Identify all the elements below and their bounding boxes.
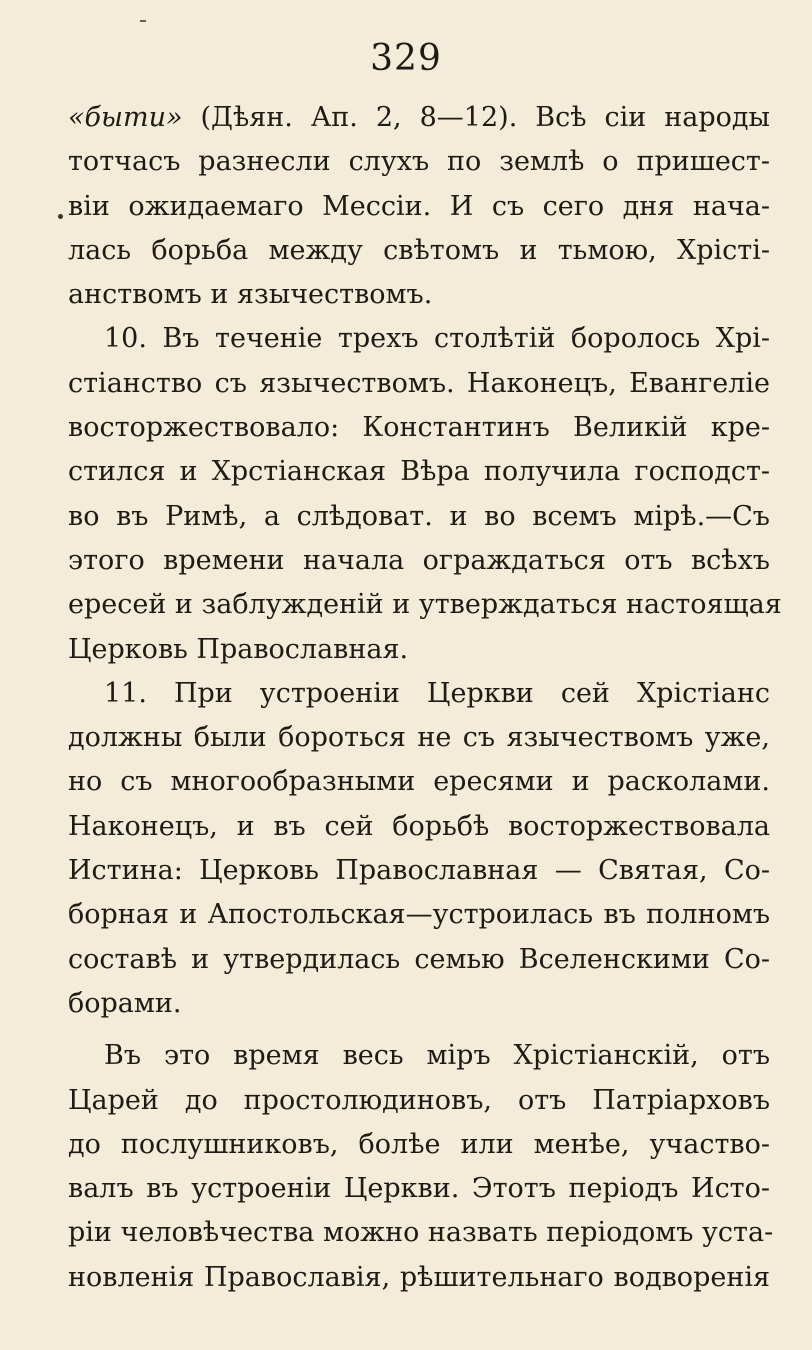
text-line: стился и Хрстіанская Вѣра получила господст- [68, 456, 770, 488]
text-line: составѣ и утвердилась семью Вселенскими Со- [68, 943, 770, 975]
text-line: анствомъ и язычествомъ. [68, 279, 433, 311]
margin-dot [58, 214, 63, 219]
text-line: ріи человѣчества можно назвать періодомъ уста- [68, 1217, 774, 1249]
text-line: восторжествовало: Константинъ Великій кре- [68, 412, 770, 444]
text-line: должны были бороться не съ язычествомъ уже, [68, 722, 770, 754]
text-line: стіанство съ язычествомъ. Наконецъ, Евангеліе [68, 367, 770, 399]
text-line: Наконецъ, и въ сей борьбѣ восторжествовала [68, 810, 770, 842]
text-line [68, 96, 770, 140]
emphasis: «быти» [68, 102, 183, 133]
text-line: 10. Въ теченіе трехъ столѣтій боролось Хрі- [104, 323, 770, 355]
text-line: но съ многообразными ересями и расколами. [68, 766, 770, 798]
page-number: 329 [370, 38, 442, 79]
text-line: Истина: Церковь Православная — Святая, Со- [68, 855, 770, 887]
text-line: борная и Апостольская—устроилась въ полномъ [68, 899, 770, 931]
text-line: во въ Римѣ, а слѣдоват. и во всемъ мірѣ.—Съ [68, 500, 770, 532]
text-line: лась борьба между свѣтомъ и тьмою, Хрісті- [68, 234, 770, 266]
text-line: Въ это время весь міръ Хрістіанскій, отъ [104, 1040, 770, 1072]
text-line: до послушниковъ, болѣе или менѣе, участво- [68, 1128, 770, 1160]
text-line: тотчасъ разнесли слухъ по землѣ о пришест- [68, 146, 770, 178]
text-line: валъ въ устроеніи Церкви. Этотъ періодъ Исто- [68, 1173, 770, 1205]
text-line: Церковь Православная. [68, 633, 409, 665]
text-line: этого времени начала ограждаться отъ всѣхъ [68, 544, 770, 576]
line-text: (Дѣян. Ап. 2, 8—12). Всѣ сіи народы [182, 102, 770, 133]
text-line: борами. [68, 987, 182, 1019]
body-text [68, 96, 782, 1300]
text-line: 11. При устроеніи Церкви сей Хрістіанс [104, 677, 770, 709]
print-mark [140, 20, 146, 22]
text-line: Царей до простолюдиновъ, отъ Патріарховъ [68, 1084, 770, 1116]
text-line: віи ожидаемаго Мессіи. И съ сего дня нача- [68, 190, 770, 222]
text-line: новленія Православія, рѣшительнаго водворенія [68, 1261, 770, 1293]
text-line: ересей и заблужденій и утверждаться настоящая [68, 589, 782, 621]
